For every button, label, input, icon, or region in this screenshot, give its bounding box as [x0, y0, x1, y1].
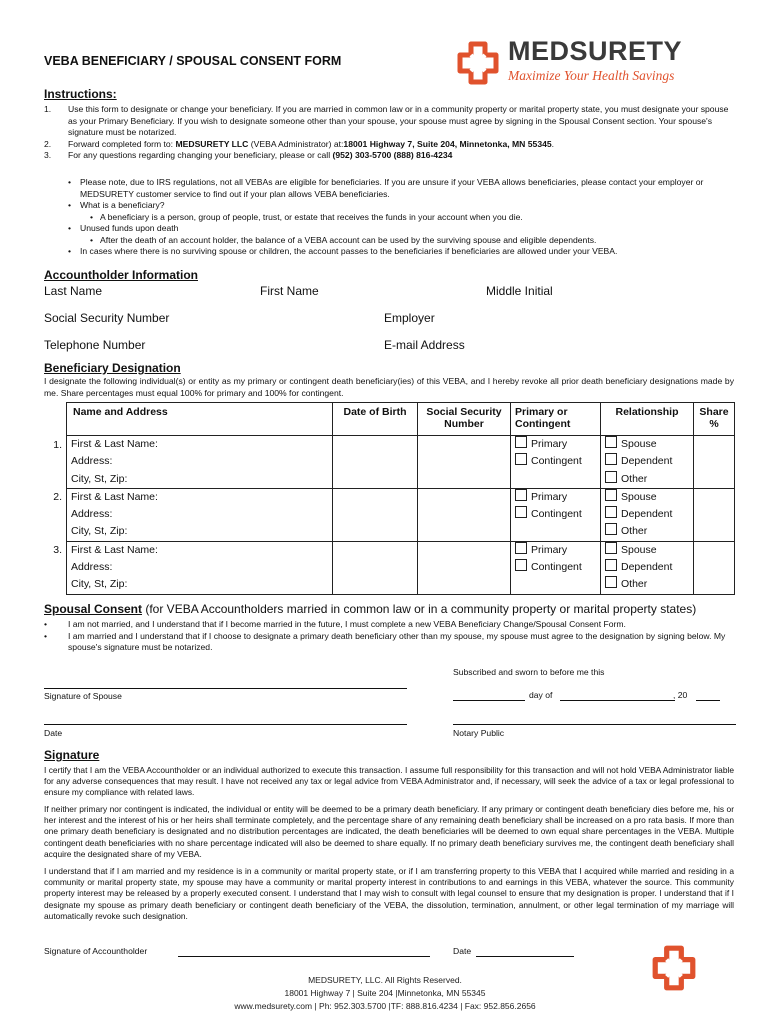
accountholder-heading: Accountholder Information	[44, 268, 198, 282]
col-name-address: Name and Address	[67, 403, 333, 436]
date-label: Date	[44, 728, 63, 738]
spousal-bullets	[44, 619, 734, 654]
bullet-item: • I am not married, and I understand that if I become married in the future, I must complete a new VEBA Beneficiary Change/Spousal Consent Form.	[44, 619, 626, 629]
ssn-cell[interactable]	[418, 436, 511, 489]
dob-cell[interactable]	[333, 488, 418, 541]
footer-contact: www.medsurety.com | Ph: 952.303.5700 |TF: 888.816.4234 | Fax: 952.856.2656	[234, 1001, 536, 1011]
beneficiary-heading: Beneficiary Designation	[44, 361, 181, 375]
contingent-checkbox[interactable]: Contingent	[511, 506, 600, 523]
accountholder-signature-line[interactable]	[178, 956, 430, 957]
ssn-cell[interactable]	[418, 488, 511, 541]
address-label[interactable]: Address:	[71, 455, 113, 468]
sub-bullet-item: • A beneficiary is a person, group of people, trust, or estate that receives the funds in your account when you die.	[90, 211, 523, 222]
spouse-checkbox[interactable]: Spouse	[601, 489, 693, 506]
year-label: , 20	[673, 690, 688, 700]
first-name-field[interactable]: First Name	[260, 284, 319, 298]
col-relationship: Relationship	[601, 403, 694, 436]
middle-initial-field[interactable]: Middle Initial	[486, 284, 553, 298]
signature-of-spouse-label: Signature of Spouse	[44, 691, 122, 701]
instruction-item: 3. For any questions regarding changing your beneficiary, please or call (952) 303-5700 (888) 816-4234	[44, 150, 453, 160]
accountholder-date-label: Date	[453, 946, 472, 956]
other-checkbox[interactable]: Other	[601, 471, 693, 488]
form-title: VEBA BENEFICIARY / SPOUSAL CONSENT FORM	[44, 54, 342, 68]
col-primary-contingent: Primary or Contingent	[511, 403, 601, 436]
notary-month-line[interactable]	[560, 700, 675, 701]
first-last-name-label[interactable]: First & Last Name:	[71, 543, 158, 556]
email-field[interactable]: E-mail Address	[384, 338, 465, 352]
signature-paragraph-2: If neither primary nor contingent is indicated, the individual or entity will be deemed to be a primary death beneficiary. If any primary or contingent death beneficiary dies before me, his or her interest and the interest of his or her heirs shall terminate completely, and the percentage share of any remaining death beneficiary shall be increased on a pro rata basis. If more than one primary death beneficiary is designated and no distribution percentages are indicated, the death beneficiaries will be deemed to own equal share percentages in the VEBA. Multiple contingent death beneficiaries with no share percentage indicated will also be deemed to share equally. If no primary death beneficiary survives me, the contingent death beneficiary shall acquire the designated share of my VEBA.	[44, 804, 734, 859]
logo-name: MEDSURETY	[508, 36, 683, 66]
city-st-zip-label[interactable]: City, St, Zip:	[71, 472, 128, 485]
bullet-item: • Unused funds upon death	[68, 223, 179, 233]
instructions-heading: Instructions:	[44, 87, 117, 101]
bullet-item: • Please note, due to IRS regulations, not all VEBAs are eligible for beneficiaries. If you are unsure if your VEBA allows beneficiaries, please contact your employer or MEDSURETY customer service to find out if your plan allows VEBA beneficiaries.	[68, 177, 704, 199]
instruction-item: 2. Forward completed form to: MEDSURETY LLC (VEBA Administrator) at:18001 Highway 7, Suite 204, Minnetonka, MN 55345.	[44, 138, 555, 149]
share-cell[interactable]	[694, 488, 735, 541]
signature-paragraph-1: I certify that I am the VEBA Accountholder or an individual authorized to execute this transaction. I assume full responsibility for this transaction and will not hold VEBA Administrator liable for any adverse consequences that may result. I have not received any tax or legal advice from VEBA Administrator and, if necessary, will seek the advice of a tax or legal professional to ensure my compliance with related laws.	[44, 765, 734, 798]
footer-address: 18001 Highway 7 | Suite 204 |Minnetonka, MN 55345	[284, 988, 486, 998]
col-dob: Date of Birth	[333, 403, 418, 436]
last-name-field[interactable]: Last Name	[44, 284, 103, 298]
notary-public-label: Notary Public	[453, 728, 505, 738]
spouse-date-line[interactable]	[44, 724, 407, 725]
medsurety-cross-icon	[456, 40, 500, 86]
share-cell[interactable]	[694, 436, 735, 489]
beneficiary-table	[44, 402, 735, 595]
employer-field[interactable]: Employer	[384, 311, 435, 325]
spouse-checkbox[interactable]: Spouse	[601, 436, 693, 453]
first-last-name-label[interactable]: First & Last Name:	[71, 490, 158, 503]
footer-copyright: MEDSURETY, LLC. All Rights Reserved.	[308, 975, 462, 985]
table-header	[44, 403, 735, 436]
other-checkbox[interactable]: Other	[601, 576, 693, 593]
signature-heading: Signature	[44, 748, 100, 762]
notary-signature-line[interactable]	[453, 724, 736, 725]
instructions-bullets	[68, 177, 734, 258]
instructions-list	[44, 104, 734, 162]
first-last-name-label[interactable]: First & Last Name:	[71, 438, 158, 450]
notary-year-line[interactable]	[696, 700, 720, 701]
day-of-label: day of	[529, 690, 553, 700]
medsurety-cross-icon	[650, 944, 698, 992]
col-share: Share %	[694, 403, 735, 436]
primary-checkbox[interactable]: Primary	[511, 489, 600, 506]
share-cell[interactable]	[694, 541, 735, 594]
contingent-checkbox[interactable]: Contingent	[511, 559, 600, 576]
col-ssn: Social Security Number	[418, 403, 511, 436]
telephone-field[interactable]: Telephone Number	[44, 338, 146, 352]
signature-paragraph-3: I understand that if I am married and my residence is in a community or marital property state, or if I am transferring property to this VEBA that I acquired while married and residing in a community or marital property state, my spouse may have a community or marital property interest in contributions to and earnings in this VEBA, whatever the source. This community property interest may be released by a properly executed consent. I understand that I may wish to consult with legal counsel to ensure that my designation is proper. I understand that if I designate my spouse as primary death beneficiary or contingent death beneficiary of the VEBA, the dissolution, termination, annulment, or other legal termination of my marriage will automatically revoke such designation.	[44, 866, 734, 921]
spousal-consent-heading: Spousal Consent (for VEBA Accountholders married in common law or in a community property or marital property states)	[44, 602, 697, 616]
bullet-item: • I am married and I understand that if I choose to designate a primary death beneficiary other than my spouse, my spouse must agree to the designation by signing below. My spouse's signature must be notarized.	[44, 630, 726, 652]
city-st-zip-label[interactable]: City, St, Zip:	[71, 525, 128, 538]
contingent-checkbox[interactable]: Contingent	[511, 453, 600, 470]
other-checkbox[interactable]: Other	[601, 523, 693, 540]
primary-checkbox[interactable]: Primary	[511, 436, 600, 453]
medsurety-logo	[456, 36, 726, 86]
spouse-signature-line[interactable]	[44, 688, 407, 689]
sub-bullet-item: • After the death of an account holder, the balance of a VEBA account can be used by the surviving spouse and eligible dependents.	[90, 234, 597, 245]
dob-cell[interactable]	[333, 436, 418, 489]
table-row: 2. First & Last Name: Address: City, St, Zip: Primary Contingent Spouse Dependent Other	[44, 488, 735, 541]
dependent-checkbox[interactable]: Dependent	[601, 506, 693, 523]
subscribed-text: Subscribed and sworn to before me this	[453, 667, 605, 677]
accountholder-date-line[interactable]	[476, 956, 574, 957]
signature-of-accountholder-label: Signature of Accountholder	[44, 946, 148, 956]
primary-checkbox[interactable]: Primary	[511, 542, 600, 559]
bullet-item: • In cases where there is no surviving spouse or children, the account passes to the beneficiaries if beneficiaries are allowed under your VEBA.	[68, 246, 618, 256]
notary-day-line[interactable]	[453, 700, 525, 701]
dependent-checkbox[interactable]: Dependent	[601, 453, 693, 470]
address-label[interactable]: Address:	[71, 561, 113, 574]
ssn-field[interactable]: Social Security Number	[44, 311, 170, 325]
address-label[interactable]: Address:	[71, 508, 113, 521]
table-row: 3. First & Last Name: Address: City, St, Zip: Primary Contingent Spouse Dependent Other	[44, 541, 735, 594]
spouse-checkbox[interactable]: Spouse	[601, 542, 693, 559]
dependent-checkbox[interactable]: Dependent	[601, 559, 693, 576]
instruction-item: 1. Use this form to designate or change your beneficiary. If you are married in common law or in a community property or marital property state, you must designate your spouse as your Primary Beneficiary. If you wish to designate someone other than your spouse, your spouse must agree by signing in the Spousal Consent section. Your spouse's signature must be notarized.	[44, 104, 729, 137]
dob-cell[interactable]	[333, 541, 418, 594]
beneficiary-intro: I designate the following individual(s) or entity as my primary or contingent death beneficiary(ies) of this VEBA, and I hereby revoke all prior death beneficiary designations made by me. Share percentages must equal 100% for primary and 100% for contingent.	[44, 376, 734, 398]
ssn-cell[interactable]	[418, 541, 511, 594]
logo-tagline: Maximize Your Health Savings	[508, 68, 675, 83]
bullet-item: • What is a beneficiary?	[68, 200, 165, 210]
city-st-zip-label[interactable]: City, St, Zip:	[71, 578, 128, 591]
table-row: 1. First & Last Name: Address: City, St, Zip: Primary Contingent Spouse Dependent Other	[44, 436, 735, 489]
